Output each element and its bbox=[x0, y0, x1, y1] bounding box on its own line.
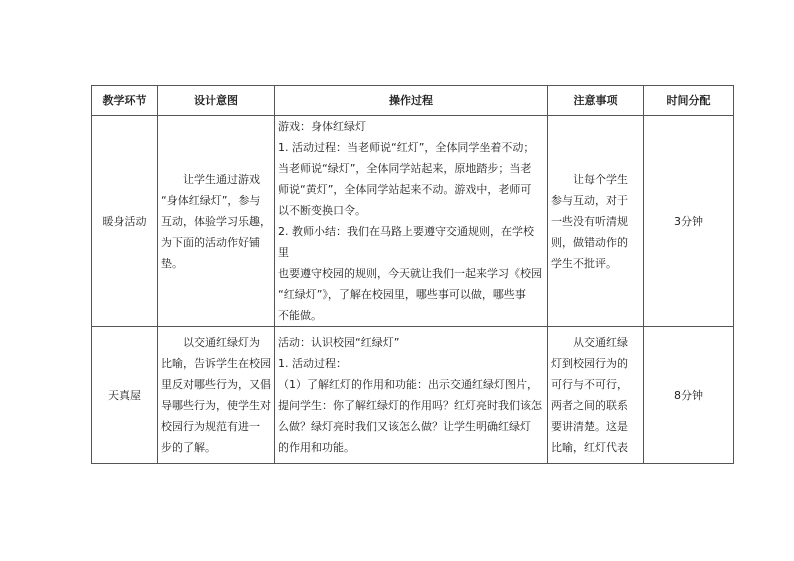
notes-cell: 从交通红绿 灯到校园行为的 可行与不可行， 两者之间的联系 要讲清楚。这是 比喻，红灯代表 bbox=[548, 327, 644, 464]
header-stage: 教学环节 bbox=[92, 86, 158, 116]
table-row bbox=[92, 327, 734, 464]
header-notes: 注意事项 bbox=[548, 86, 644, 116]
stage-cell: 暖身活动 bbox=[92, 116, 158, 327]
header-process: 操作过程 bbox=[275, 86, 548, 116]
process-cell: 游戏：身体红绿灯 1. 活动过程：当老师说“红灯”，全体同学坐着不动； 当老师说“绿灯”，全体同学站起来，原地踏步；当老 师说“黄灯”，全体同学站起来不动。游戏中，老师可 以不断变换口令。 2. 教师小结：我们在马路上要遵守交通规则，在学校里 也要遵守校园的规则，今天就让我们一起来学习《校园 “红绿灯”》，了解在校园里，哪些事可以做，哪些事 不能做。 bbox=[275, 116, 548, 327]
time-cell: 3分钟 bbox=[644, 116, 734, 327]
process-cell: 活动：认识校园“红绿灯” 1. 活动过程： （1）了解红灯的作用和功能：出示交通红绿灯图片， 提问学生：你了解红绿灯的作用吗？红灯亮时我们该怎 么做？绿灯亮时我们又该怎么做？让学生明确红绿灯 的作用和功能。 bbox=[275, 327, 548, 464]
time-cell: 8分钟 bbox=[644, 327, 734, 464]
header-time: 时间分配 bbox=[644, 86, 734, 116]
intent-cell: 以交通红绿灯为 比喻，告诉学生在校园 里反对哪些行为，又倡 导哪些行为，使学生对 校园行为规范有进一 步的了解。 bbox=[158, 327, 275, 464]
intent-cell: 让学生通过游戏 “身体红绿灯”，参与 互动，体验学习乐趣， 为下面的活动作好铺 垫。 bbox=[158, 116, 275, 327]
stage-cell: 天真屋 bbox=[92, 327, 158, 464]
table-row bbox=[92, 116, 734, 327]
header-intent: 设计意图 bbox=[158, 86, 275, 116]
table-header-row bbox=[92, 86, 734, 116]
notes-cell: 让每个学生 参与互动，对于 一些没有听清规 则，做错动作的 学生不批评。 bbox=[548, 116, 644, 327]
lesson-plan-table bbox=[91, 85, 734, 464]
